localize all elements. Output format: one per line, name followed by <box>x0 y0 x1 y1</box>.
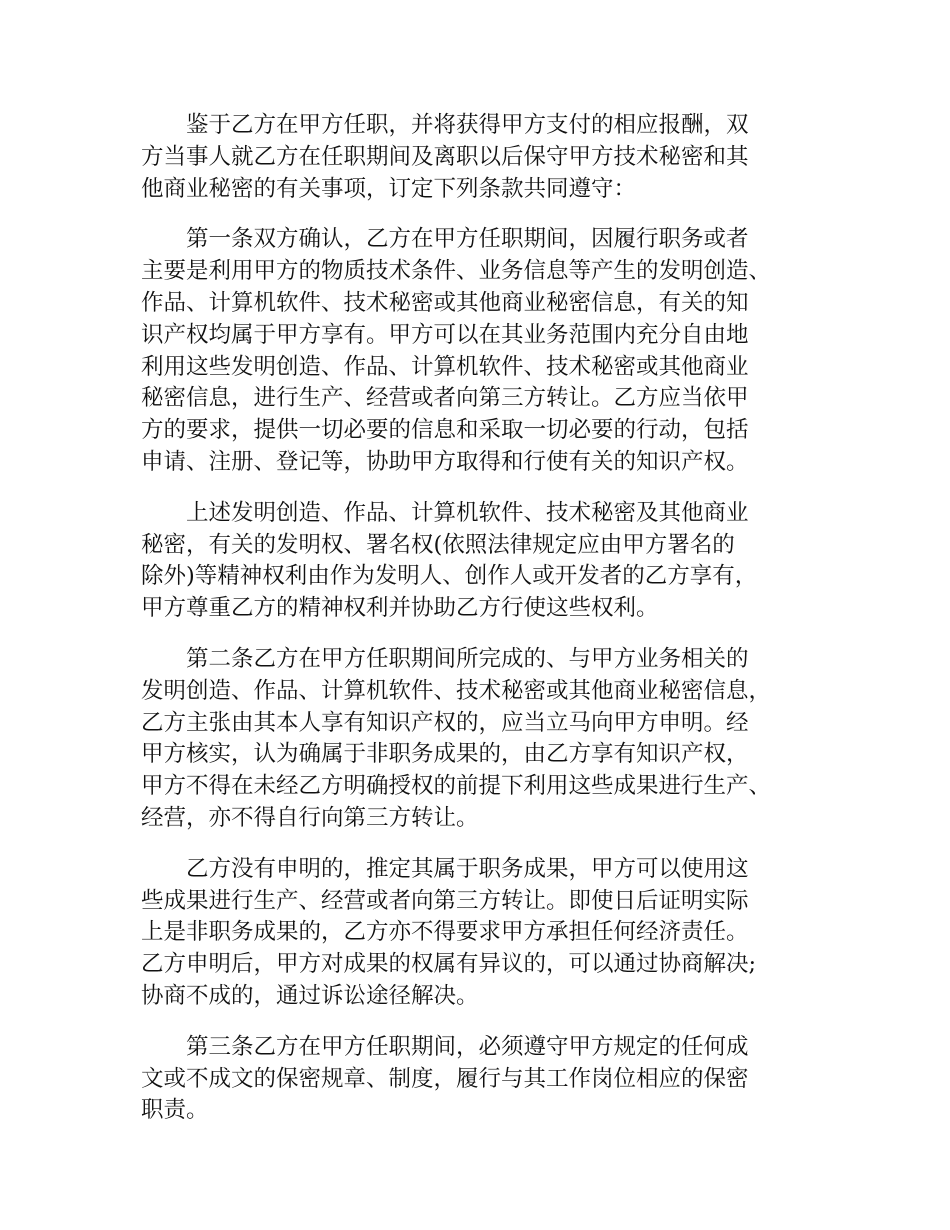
paragraph-article-3 <box>141 1032 831 1127</box>
text-line: 甲方核实，认为确属于非职务成果的，由乙方享有知识产权， <box>141 741 749 768</box>
text-line: 主要是利用甲方的物质技术条件、业务信息等产生的发明创造、 <box>141 258 772 285</box>
text-line: 上述发明创造、作品、计算机软件、技术秘密及其他商业 <box>186 499 749 526</box>
text-line: 除外)等精神权利由作为发明人、创作人或开发者的乙方享有， <box>141 563 758 590</box>
text-line: 甲方不得在未经乙方明确授权的前提下利用这些成果进行生产、 <box>141 773 772 800</box>
document-body <box>141 110 831 1146</box>
paragraph-preamble <box>141 110 831 205</box>
text-line: 识产权均属于甲方享有。甲方可以在其业务范围内充分自由地 <box>141 321 749 348</box>
text-line: 乙方没有申明的，推定其属于职务成果，甲方可以使用这 <box>186 855 749 882</box>
text-line: 作品、计算机软件、技术秘密或其他商业秘密信息，有关的知 <box>141 289 749 316</box>
text-line: 上是非职务成果的，乙方亦不得要求甲方承担任何经济责任。 <box>141 919 749 946</box>
text-line: 方当事人就乙方在任职期间及离职以后保守甲方技术秘密和其 <box>141 143 749 170</box>
text-line: 鉴于乙方在甲方任职，并将获得甲方支付的相应报酬，双 <box>186 112 749 138</box>
text-line: 秘密，有关的发明权、署名权(依照法律规定应由甲方署名的 <box>141 531 735 558</box>
text-line: 第三条乙方在甲方任职期间，必须遵守甲方规定的任何成 <box>186 1033 749 1060</box>
paragraph-article-2 <box>141 644 831 835</box>
text-line: 秘密信息，进行生产、经营或者向第三方转让。乙方应当依甲 <box>141 385 749 412</box>
text-line: 他商业秘密的有关事项，订定下列条款共同遵守： <box>141 175 637 202</box>
text-line: 发明创造、作品、计算机软件、技术秘密或其他商业秘密信息， <box>141 677 772 704</box>
text-line: 乙方主张由其本人享有知识产权的，应当立马向甲方申明。经 <box>141 709 749 736</box>
text-line: 乙方申明后，甲方对成果的权属有异议的，可以通过协商解决; <box>141 951 757 978</box>
text-line: 经营，亦不得自行向第三方转让。 <box>141 804 479 831</box>
paragraph-article-1 <box>141 224 831 478</box>
text-line: 方的要求，提供一切必要的信息和采取一切必要的行动，包括 <box>141 417 749 444</box>
text-line: 第一条双方确认，乙方在甲方任职期间，因履行职务或者 <box>186 226 749 253</box>
text-line: 文或不成文的保密规章、制度，履行与其工作岗位相应的保密 <box>141 1065 749 1092</box>
text-line: 甲方尊重乙方的精神权利并协助乙方行使这些权利。 <box>141 595 659 622</box>
text-line: 些成果进行生产、经营或者向第三方转让。即使日后证明实际 <box>141 887 749 914</box>
paragraph-moral-rights <box>141 498 831 625</box>
text-line: 申请、注册、登记等，协助甲方取得和行使有关的知识产权。 <box>141 448 749 475</box>
text-line: 第二条乙方在甲方任职期间所完成的、与甲方业务相关的 <box>186 645 749 672</box>
paragraph-undeclared-results <box>141 854 831 1013</box>
text-line: 职责。 <box>141 1097 209 1124</box>
text-line: 协商不成的，通过诉讼途径解决。 <box>141 982 479 1009</box>
text-line: 利用这些发明创造、作品、计算机软件、技术秘密或其他商业 <box>141 353 749 380</box>
